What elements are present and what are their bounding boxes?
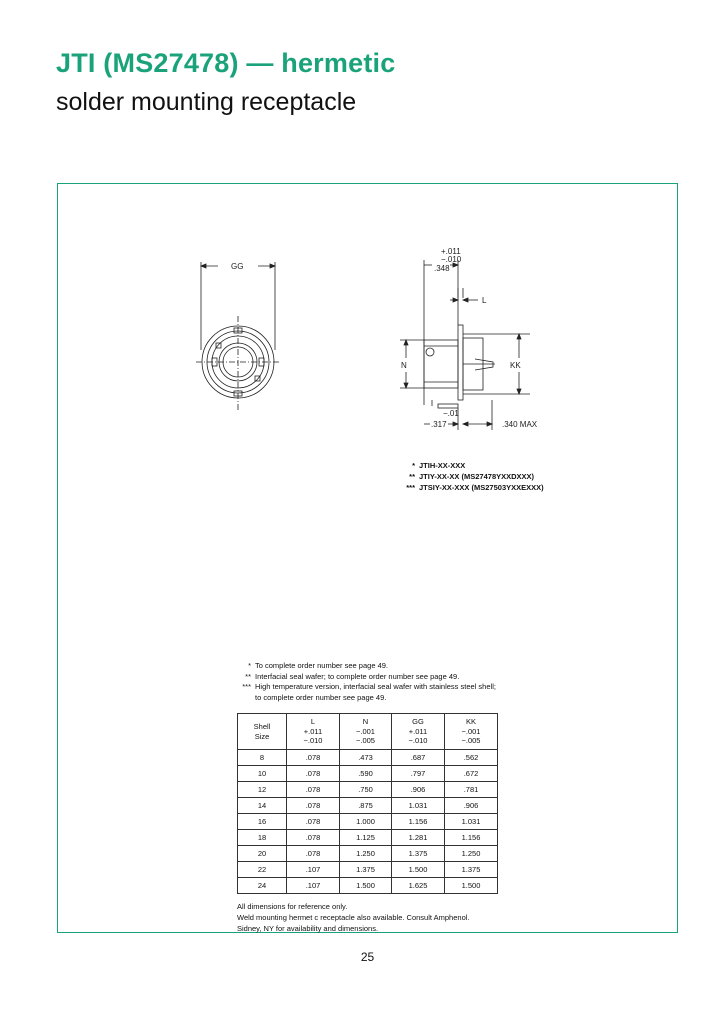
tol-plus-label: +.011 — [441, 247, 461, 256]
header-l: L +.011 −.010 — [287, 714, 340, 750]
footnote-line: Weld mounting hermet c receptacle also available. Consult Amphenol. — [237, 913, 470, 922]
footnote-line: Sidney, NY for availability and dimensions. — [237, 924, 379, 933]
table-row: 20 .078 1.250 1.375 1.250 — [238, 846, 498, 862]
note-item: ** Interfacial seal wafer; to complete order number see page 49. — [245, 671, 460, 681]
note-item: to complete order number see page 49. — [255, 692, 387, 702]
page-title: JTI (MS27478) — hermetic — [56, 48, 396, 78]
dim-348-label: .348 — [434, 264, 450, 273]
note-item: *** High temperature version, interfacial seal wafer with stainless steel shell; — [242, 682, 496, 691]
legend-item: ** JTIY-XX-XX (MS27478YXXDXXX) — [409, 472, 535, 481]
part-number-legend — [395, 460, 544, 493]
header-kk: KK −.001 −.005 — [445, 714, 498, 750]
gg-dim-label: GG — [231, 262, 244, 271]
table-row: 10 .078 .590 .797 .672 — [238, 766, 498, 782]
table-row: 22 .107 1.375 1.500 1.375 — [238, 862, 498, 878]
dim-317-label: .317 — [431, 420, 447, 429]
table-header-row — [238, 714, 498, 750]
n-dim-label: N — [401, 361, 407, 370]
side-view — [400, 260, 530, 430]
l-dim-label: L — [482, 296, 487, 305]
footnotes — [237, 901, 470, 934]
tol-minus-label: −.010 — [441, 255, 462, 264]
footnote-line: All dimensions for reference only. — [237, 902, 348, 911]
kk-dim-label: KK — [510, 361, 521, 370]
table-row: 24 .107 1.500 1.625 1.500 — [238, 878, 498, 894]
page-subtitle: solder mounting receptacle — [56, 88, 357, 116]
table-row: 14 .078 .875 1.031 .906 — [238, 798, 498, 814]
legend-item: * JTIH-XX-XXX — [412, 461, 466, 470]
header-gg: GG +.011 −.010 — [392, 714, 445, 750]
header-n: N −.001 −.005 — [340, 714, 392, 750]
front-view — [196, 262, 280, 410]
tol-01-label: −.01 — [443, 409, 459, 418]
note-item: * To complete order number see page 49. — [248, 661, 388, 670]
dim-340-label: .340 MAX — [502, 420, 538, 429]
order-notes — [237, 661, 496, 703]
table-row: 16 .078 1.000 1.156 1.031 — [238, 814, 498, 830]
dimensions-table — [237, 713, 498, 894]
header-shell-size: Shell Size — [238, 714, 287, 750]
page-number: 25 — [360, 950, 375, 964]
table-row: 18 .078 1.125 1.281 1.156 — [238, 830, 498, 846]
table-row: 12 .078 .750 .906 .781 — [238, 782, 498, 798]
table-row: 8 .078 .473 .687 .562 — [238, 750, 498, 766]
legend-item: *** JTSIY-XX-XXX (MS27503YXXEXXX) — [406, 483, 544, 492]
